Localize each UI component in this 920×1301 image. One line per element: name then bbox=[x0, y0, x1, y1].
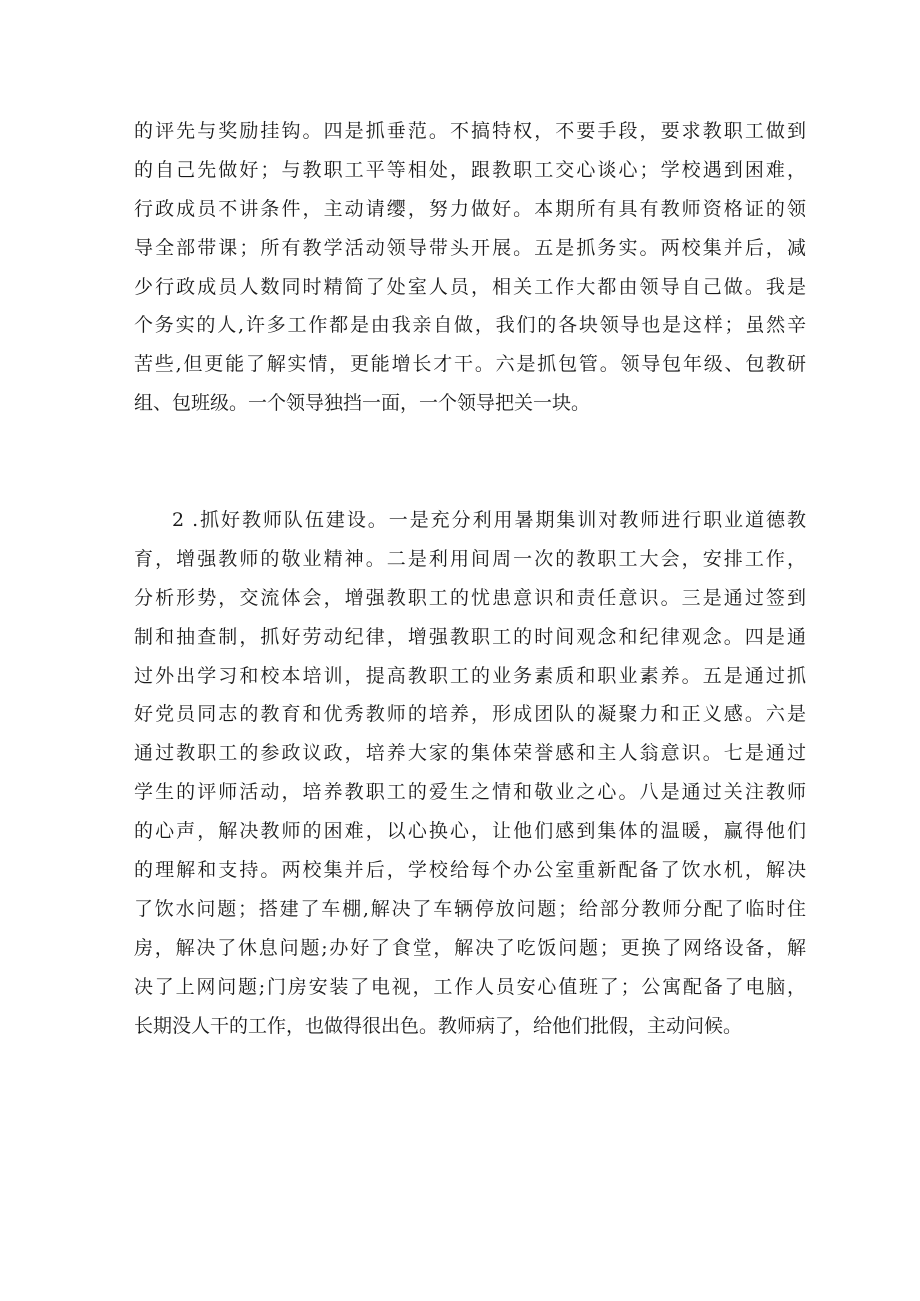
text-line: 导全部带课；所有教学活动领导带头开展。五是抓务实。两校集并后，减 bbox=[134, 236, 806, 259]
text-line: 的评先与奖励挂钩。四是抓垂范。不搞特权，不要手段，要求教职工做到 bbox=[134, 120, 806, 142]
text-line: 制和抽查制，抓好劳动纪律，增强教职工的时间观念和纪律观念。四是通 bbox=[134, 625, 806, 648]
text-line: 少行政成员人数同时精简了处室人员，相关工作大都由领导自己做。我是 bbox=[134, 275, 806, 298]
text-line: 育，增强教师的敬业精神。二是利用间周一次的教职工大会，安排工作， bbox=[134, 547, 806, 570]
text-line: 的理解和支持。两校集并后，学校给每个办公室重新配备了饮水机，解决 bbox=[134, 859, 806, 882]
text-line: 的心声，解决教师的困难，以心换心，让他们感到集体的温暖，赢得他们 bbox=[134, 820, 806, 843]
text-line: 个务实的人,许多工作都是由我亲自做，我们的各块领导也是这样；虽然辛 bbox=[134, 314, 806, 337]
text-line: 分析形势，交流体会，增强教职工的忧患意识和责任意识。三是通过签到 bbox=[134, 586, 806, 609]
text-line: 决了上网问题;门房安装了电视，工作人员安心值班了；公寓配备了电脑， bbox=[134, 975, 806, 998]
paragraph bbox=[134, 501, 806, 1045]
text-line: 长期没人干的工作，也做得很出色。教师病了，给他们批假，主动问候。 bbox=[134, 1014, 743, 1037]
text-line: 2 .抓好教师队伍建设。一是充分利用暑期集训对教师进行职业道德教 bbox=[172, 509, 806, 531]
text-line: 的自己先做好；与教职工平等相处，跟教职工交心谈心；学校遇到困难， bbox=[134, 158, 806, 181]
text-line: 房，解决了休息问题;办好了食堂，解决了吃饭问题；更换了网络设备，解 bbox=[134, 936, 806, 959]
paragraph bbox=[134, 112, 806, 423]
text-line: 过外出学习和校本培训，提高教职工的业务素质和职业素养。五是通过抓 bbox=[134, 664, 806, 687]
text-line: 好党员同志的教育和优秀教师的培养，形成团队的凝聚力和正义感。六是 bbox=[134, 703, 806, 726]
text-line: 学生的评师活动，培养教职工的爱生之情和敬业之心。八是通过关注教师 bbox=[134, 781, 806, 804]
text-line: 苦些,但更能了解实情，更能增长才干。六是抓包管。领导包年级、包教研 bbox=[134, 353, 806, 376]
text-line: 行政成员不讲条件，主动请缨，努力做好。本期所有具有教师资格证的领 bbox=[134, 197, 806, 220]
text-line: 通过教职工的参政议政，培养大家的集体荣誉感和主人翁意识。七是通过 bbox=[134, 742, 806, 765]
text-line: 了饮水问题；搭建了车棚,解决了车辆停放问题；给部分教师分配了临时住 bbox=[134, 897, 806, 920]
text-line: 组、包班级。一个领导独挡一面，一个领导把关一块。 bbox=[134, 392, 591, 415]
